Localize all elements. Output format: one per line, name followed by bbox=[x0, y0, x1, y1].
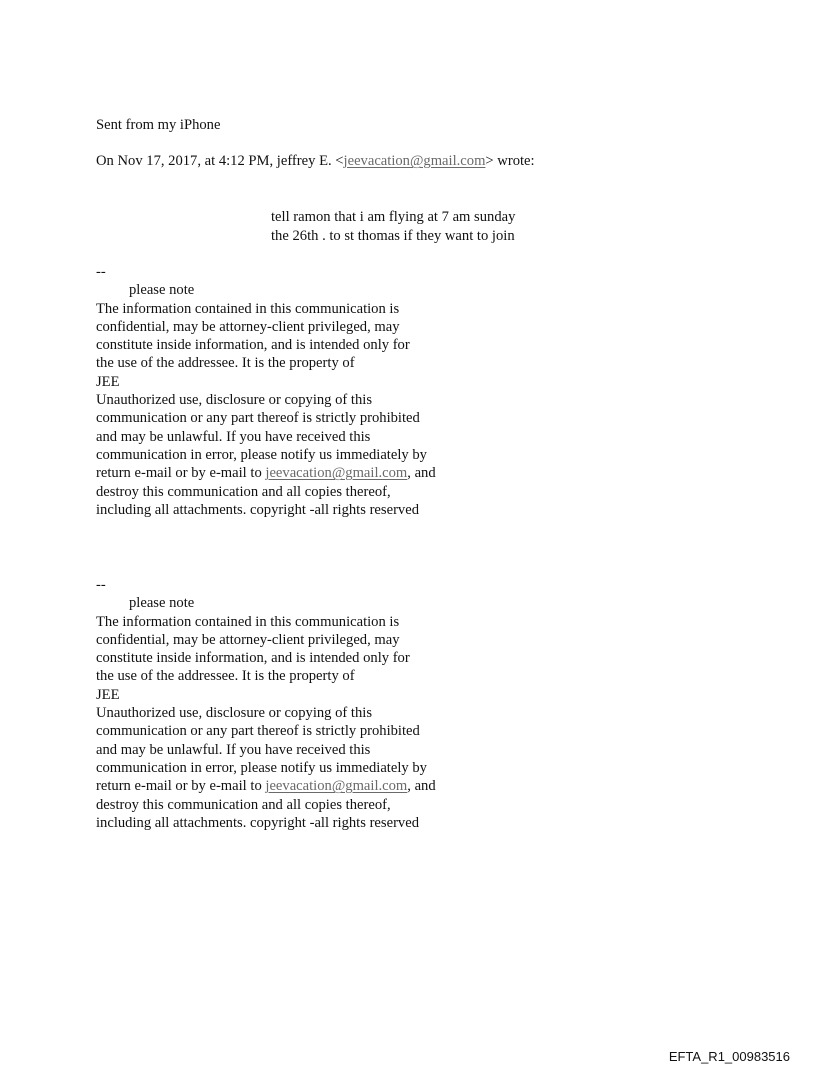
please-note-label: please note bbox=[129, 595, 195, 612]
quote-header bbox=[96, 152, 535, 170]
message-body bbox=[271, 208, 515, 245]
disclaimer-line: constitute inside information, and is intended only for bbox=[96, 650, 410, 667]
disclaimer-line: communication or any part thereof is strictly prohibited bbox=[96, 410, 420, 427]
signature-separator: -- bbox=[96, 264, 106, 280]
disclaimer-line: communication in error, please notify us immediately by bbox=[96, 446, 427, 463]
link-line-prefix: return e-mail or by e-mail to bbox=[96, 778, 266, 795]
link-line-prefix: return e-mail or by e-mail to bbox=[96, 465, 266, 482]
please-note-label: please note bbox=[129, 282, 195, 299]
disclaimer-line: destroy this communication and all copies thereof, bbox=[96, 483, 391, 500]
signature-disclaimer-1 bbox=[96, 263, 436, 519]
quote-header-suffix: > wrote: bbox=[485, 153, 535, 169]
disclaimer-line: constitute inside information, and is intended only for bbox=[96, 337, 410, 354]
disclaimer-line: including all attachments. copyright -all rights reserved bbox=[96, 814, 419, 831]
disclaimer-line: confidential, may be attorney-client privileged, may bbox=[96, 631, 400, 648]
disclaimer-link-line bbox=[96, 777, 436, 795]
disclaimer-line: JEE bbox=[96, 373, 120, 390]
document-id-footer: EFTA_R1_00983516 bbox=[668, 1049, 790, 1064]
disclaimer-line: and may be unlawful. If you have received this bbox=[96, 741, 371, 758]
disclaimer-line: including all attachments. copyright -all rights reserved bbox=[96, 501, 419, 518]
signature-disclaimer-2 bbox=[96, 576, 436, 832]
message-body-line-1: tell ramon that i am flying at 7 am sunday bbox=[271, 209, 516, 225]
disclaimer-line: communication or any part thereof is strictly prohibited bbox=[96, 723, 420, 740]
sent-from-line: Sent from my iPhone bbox=[96, 117, 221, 133]
link-line-suffix: , and bbox=[407, 778, 436, 795]
quote-header-prefix: On Nov 17, 2017, at 4:12 PM, jeffrey E. < bbox=[96, 153, 344, 169]
disclaimer-line: Unauthorized use, disclosure or copying of this bbox=[96, 392, 373, 409]
disclaimer-line: communication in error, please notify us immediately by bbox=[96, 759, 427, 776]
disclaimer-line: and may be unlawful. If you have received this bbox=[96, 428, 371, 445]
message-body-line-2: the 26th . to st thomas if they want to join bbox=[271, 227, 515, 244]
disclaimer-line: JEE bbox=[96, 686, 120, 703]
disclaimer-line: the use of the addressee. It is the property of bbox=[96, 355, 355, 372]
disclaimer-link-line bbox=[96, 464, 436, 482]
disclaimer-line: destroy this communication and all copies thereof, bbox=[96, 796, 391, 813]
disclaimer-email-link[interactable]: jeevacation@gmail.com bbox=[265, 778, 408, 795]
disclaimer-email-link[interactable]: jeevacation@gmail.com bbox=[265, 465, 408, 482]
sender-email-link[interactable]: jeevacation@gmail.com bbox=[343, 153, 486, 169]
disclaimer-line: The information contained in this communication is bbox=[96, 300, 400, 317]
signature-separator: -- bbox=[96, 577, 106, 593]
disclaimer-line: The information contained in this communication is bbox=[96, 613, 400, 630]
disclaimer-line: Unauthorized use, disclosure or copying of this bbox=[96, 705, 373, 722]
disclaimer-line: confidential, may be attorney-client privileged, may bbox=[96, 318, 400, 335]
disclaimer-line: the use of the addressee. It is the property of bbox=[96, 668, 355, 685]
link-line-suffix: , and bbox=[407, 465, 436, 482]
